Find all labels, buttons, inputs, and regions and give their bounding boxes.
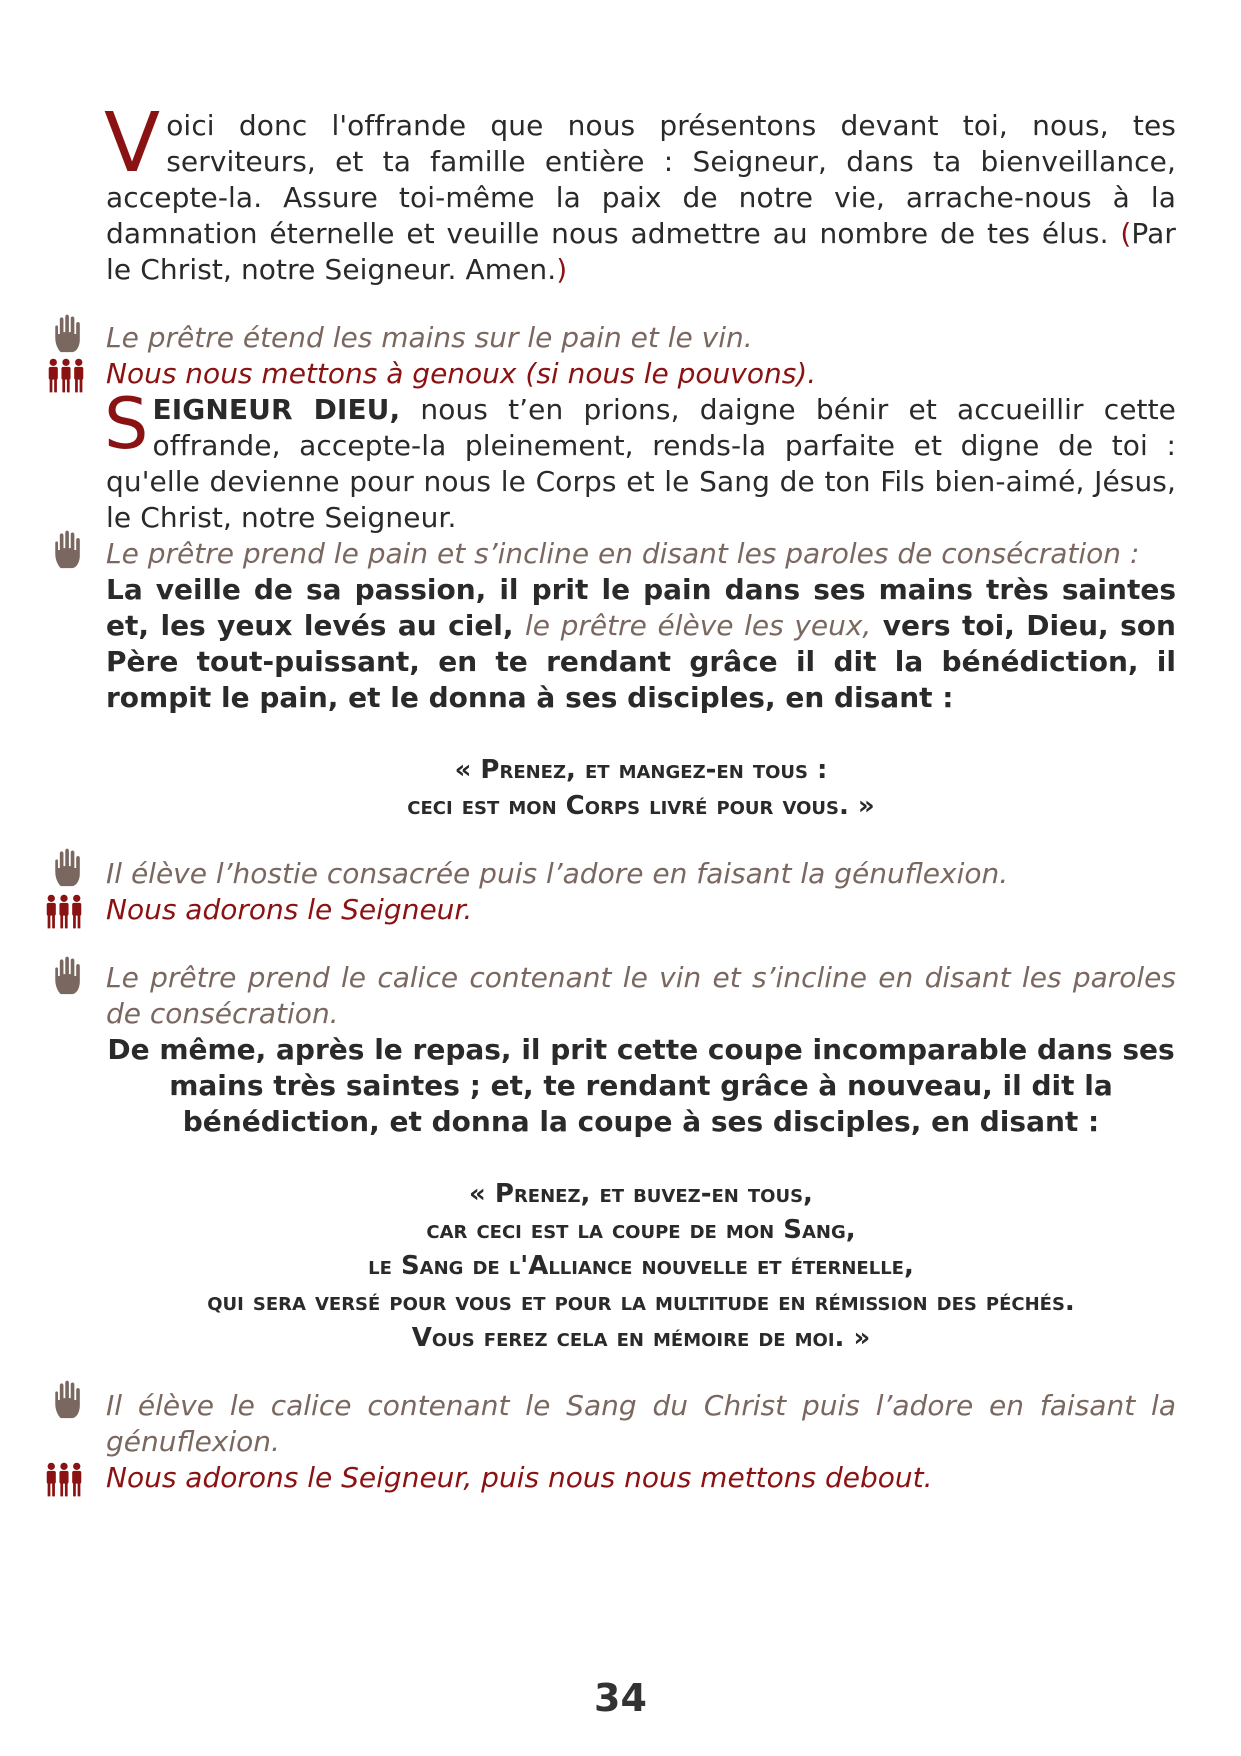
people-icon	[44, 1460, 84, 1500]
offertory-text: oici donc l'offrande que nous présentons devant toi, nous, tes serviteurs, et ta famille entière : Seigneur, dans ta bienveillance, accepte-la. Assure toi-même la paix de notre vie, arrache-nous à la damnation éternelle et veuille nous admettre au nombre de tes élus.	[106, 109, 1176, 250]
institution-bread-paragraph	[106, 572, 1176, 716]
offertory-conclusion: Par le Christ, notre Seigneur. Amen.	[106, 217, 1176, 286]
rubric-text: Nous adorons le Seigneur, puis nous nous mettons debout.	[106, 1461, 933, 1494]
institution-text-1: La veille de sa passion, il prit le pain dans ses mains très saintes et, les yeux levés au ciel,	[106, 573, 1176, 642]
rubric-people-kneel	[106, 356, 1176, 392]
rubric-people-stand	[106, 1460, 1176, 1496]
institution-cup-paragraph: De même, après le repas, il prit cette coupe incomparable dans ses mains très saintes ; et, te rendant grâce à nouveau, il dit la bénédiction, et donna la coupe à ses disciples, en disant :	[107, 1033, 1175, 1138]
words-cup-line-4: qui sera versé pour vous et pour la multitude en rémission des péchés.	[207, 1287, 1075, 1317]
words-cup-line-1: « Prenez, et buvez-en tous,	[469, 1179, 813, 1209]
words-bread-line-2: ceci est mon Corps livré pour vous. »	[407, 791, 875, 821]
raised-hand-icon	[48, 530, 88, 570]
rubric-priest-hands	[106, 320, 1176, 356]
epiclesis-text: nous t’en prions, daigne bénir et accueillir cette offrande, accepte-la pleinement, rends-la parfaite et digne de toi : qu'elle devienne pour nous le Corps et le Sang de ton Fils bien-aimé, Jésus, le Christ, notre Seigneur.	[106, 393, 1177, 534]
dropcap-v: V	[104, 96, 161, 191]
people-icon	[46, 356, 86, 396]
words-bread	[106, 752, 1176, 824]
raised-hand-icon	[48, 848, 88, 888]
page-number: 34	[594, 1676, 647, 1720]
raised-hand-icon	[48, 1380, 88, 1420]
words-cup-line-2: car ceci est la coupe de mon Sang,	[426, 1215, 856, 1245]
rubric-text: Nous adorons le Seigneur.	[106, 893, 473, 926]
rubric-text: Nous nous mettons à genoux (si nous le pouvons).	[106, 357, 817, 390]
rubric-text: Il élève l’hostie consacrée puis l’adore en faisant la génuflexion.	[106, 857, 1009, 890]
rubric-priest-bread	[106, 536, 1176, 572]
raised-hand-icon	[48, 956, 88, 996]
rubric-text: Le prêtre prend le pain et s’incline en disant les paroles de consécration :	[106, 537, 1140, 570]
words-cup	[106, 1176, 1176, 1356]
seigneur-dieu: EIGNEUR DIEU,	[152, 393, 401, 426]
paren-close: )	[556, 253, 568, 286]
inline-rubric: le prêtre élève les yeux,	[525, 609, 872, 642]
rubric-text: Il élève le calice contenant le Sang du Christ puis l’adore en faisant la génuflexion.	[106, 1389, 1176, 1458]
rubric-text: Le prêtre prend le calice contenant le vin et s’incline en disant les paroles de consécration.	[106, 961, 1176, 1030]
institution-text-2: vers toi, Dieu, son Père tout-puissant, en te rendant grâce il dit la bénédiction, il rompit le pain, et le donna à ses disciples, en disant :	[106, 609, 1176, 714]
people-icon	[44, 892, 84, 932]
words-cup-line-3: le Sang de l'Alliance nouvelle et éternelle,	[368, 1251, 914, 1281]
raised-hand-icon	[48, 314, 88, 354]
dropcap-s: S	[104, 383, 149, 465]
rubric-text: Le prêtre étend les mains sur le pain et le vin.	[106, 321, 753, 354]
paren-open: (	[1120, 217, 1132, 250]
rubric-priest-chalice-elevation	[106, 1388, 1176, 1460]
rubric-priest-chalice	[106, 960, 1176, 1032]
offertory-paragraph	[104, 96, 1176, 288]
words-bread-line-1: « Prenez, et mangez-en tous :	[454, 755, 828, 785]
rubric-people-adore	[106, 892, 1176, 928]
words-cup-line-5: Vous ferez cela en mémoire de moi. »	[411, 1323, 871, 1353]
page-content	[104, 96, 1177, 1496]
epiclesis-paragraph	[104, 383, 1177, 536]
rubric-priest-elevation	[106, 856, 1176, 892]
